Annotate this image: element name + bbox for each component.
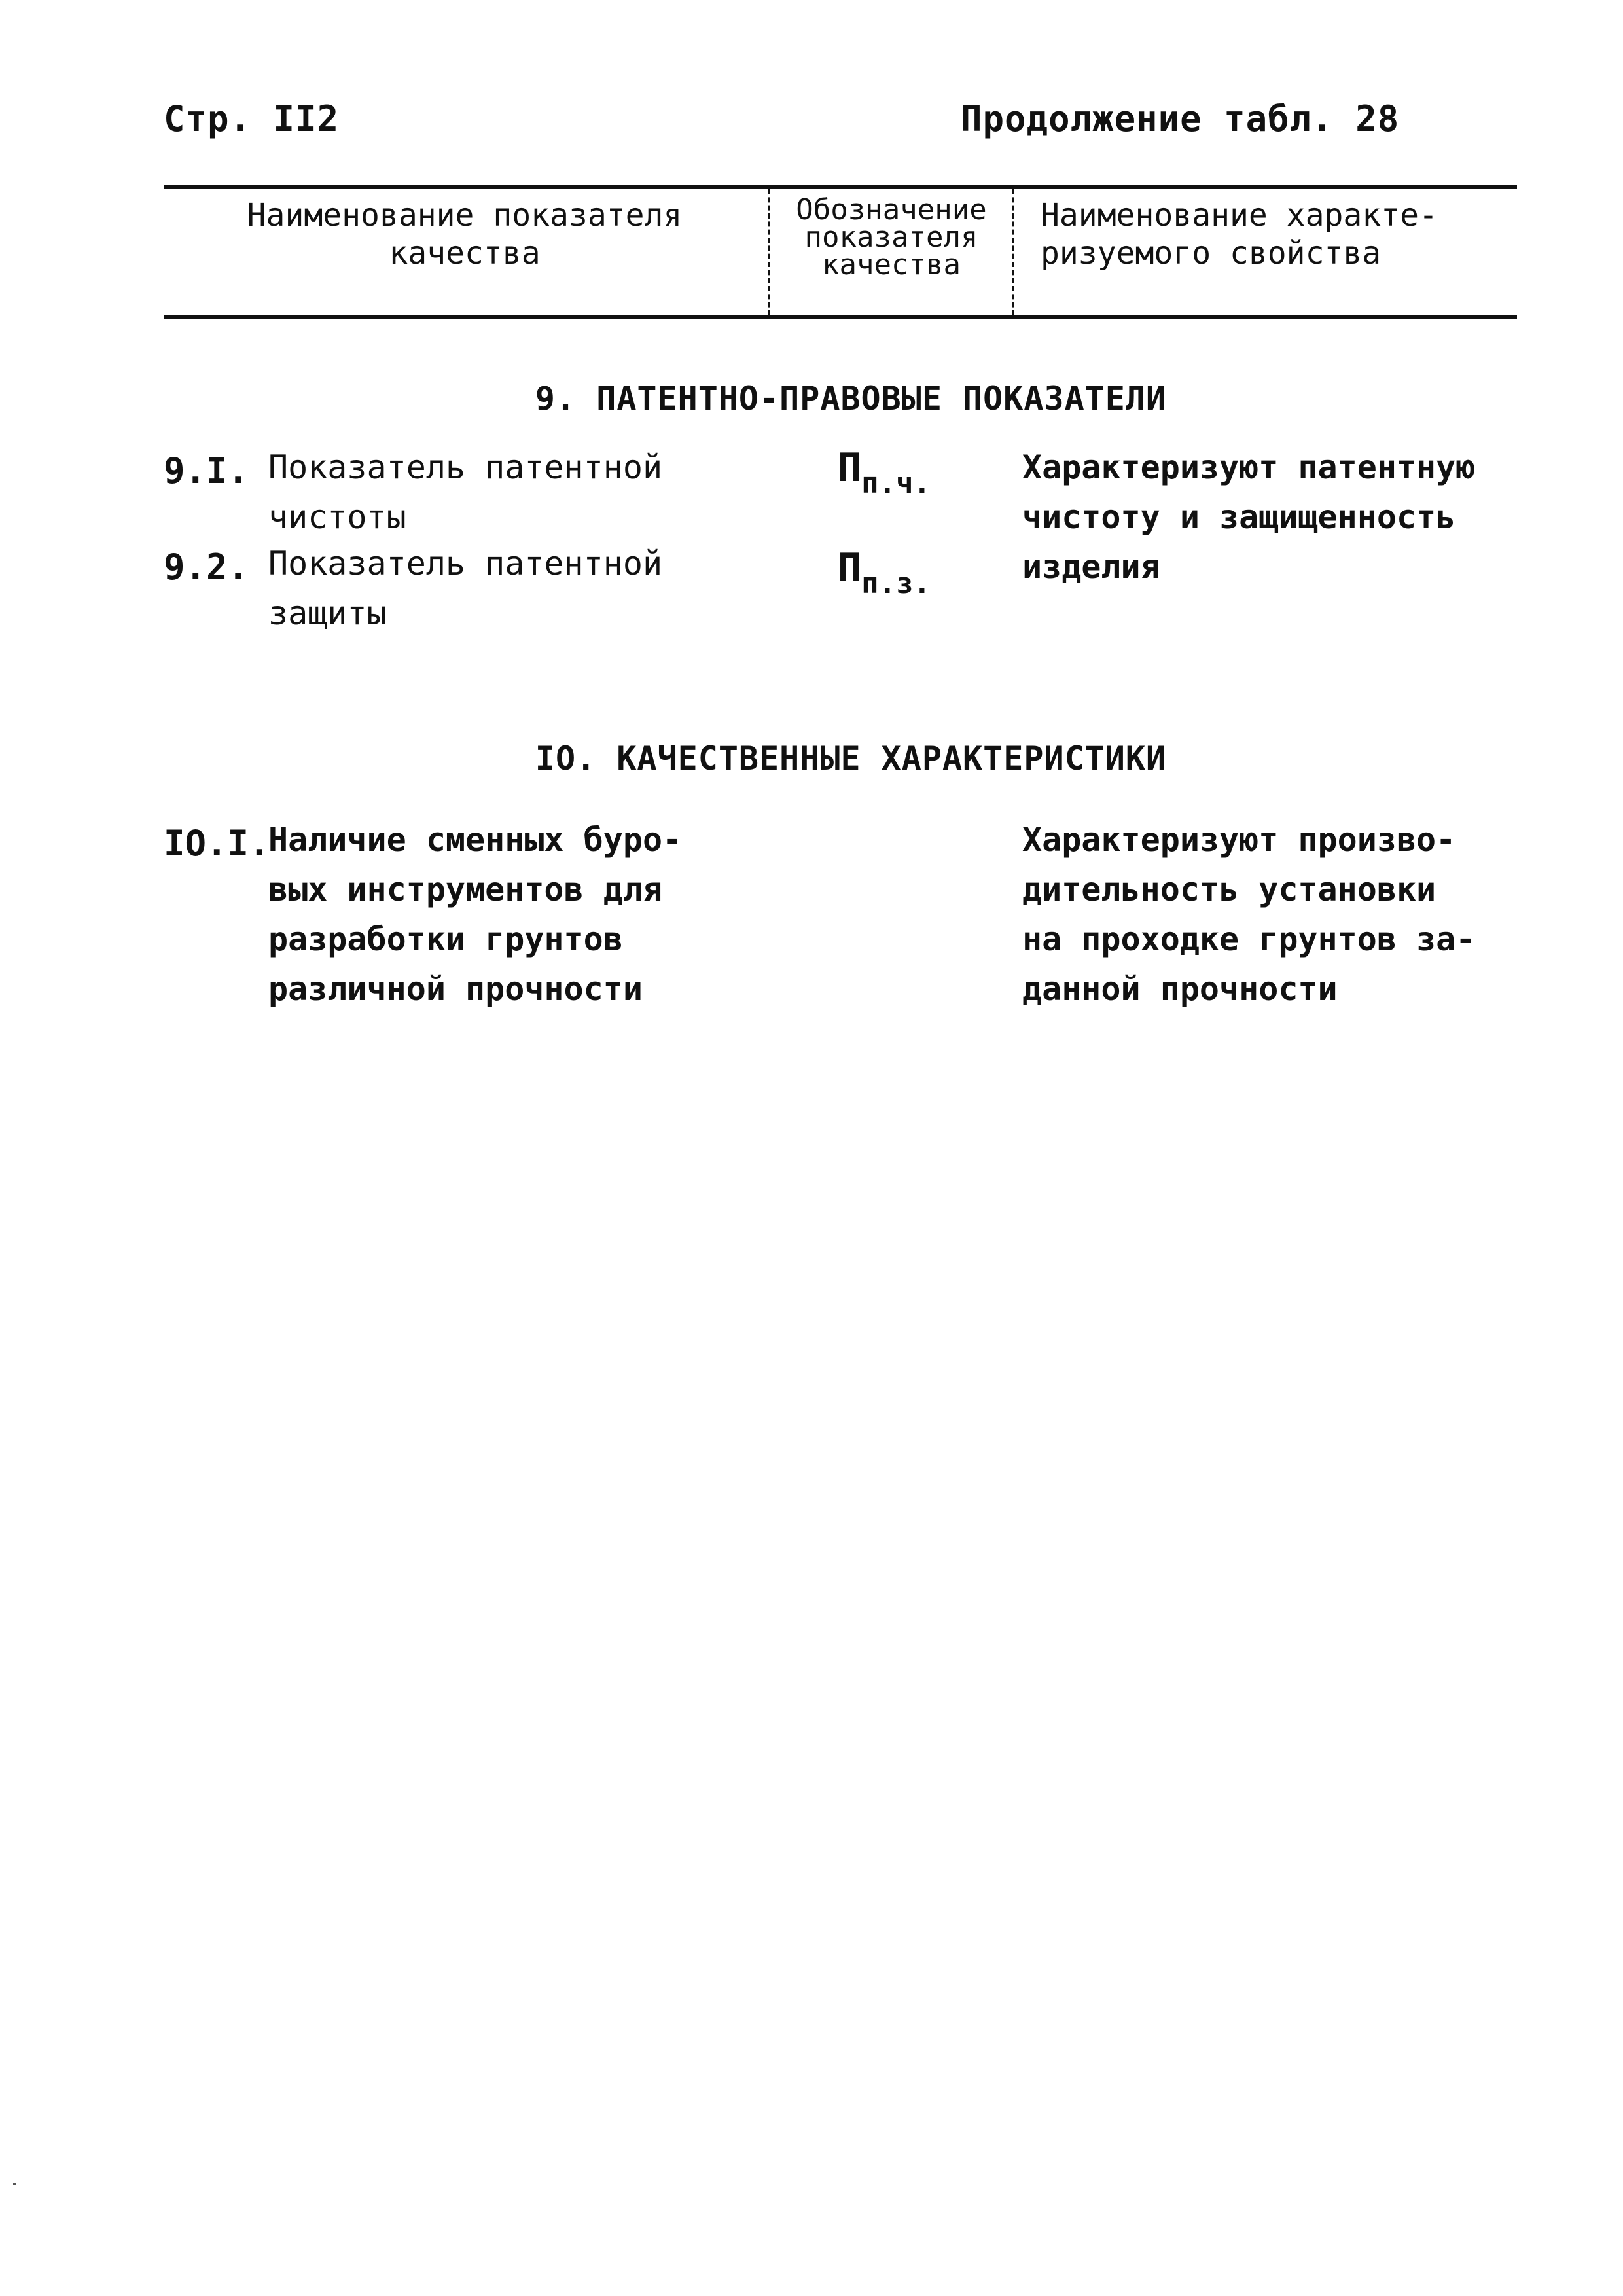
scan-speck: [13, 2183, 16, 2185]
row-number: 9.2.: [164, 547, 249, 588]
indicator-name: Показатель патентной чистоты: [268, 448, 663, 536]
section-title: 9. ПАТЕНТНО-ПРАВОВЫЕ ПОКАЗАТЕЛИ: [535, 380, 1167, 418]
indicator-symbol: [838, 545, 931, 600]
indicator-name: Наличие сменных буро- вых инструментов для разработки грунтов различной прочности: [268, 821, 683, 1008]
page-number: Стр. II2: [164, 98, 340, 139]
column-header-symbol: [774, 193, 1009, 281]
symbol-base: П: [838, 445, 862, 491]
symbol-base: П: [838, 545, 862, 591]
property-description: Характеризуют патентную чистоту и защищенность изделия: [1022, 448, 1476, 586]
column-divider: [1012, 189, 1014, 315]
indicator-name: Показатель патентной защиты: [268, 545, 663, 632]
symbol-subscript: п.з.: [861, 567, 931, 600]
column-divider: [768, 189, 770, 315]
column-header-property-text: Наименование характе- ризуемого свойства: [1041, 197, 1438, 272]
indicator-symbol: [838, 445, 931, 500]
section-title: IO. КАЧЕСТВЕННЫЕ ХАРАКТЕРИСТИКИ: [535, 740, 1167, 778]
table-top-rule: [164, 185, 1517, 189]
column-header-name: [170, 196, 759, 272]
table-header-bottom-rule: [164, 315, 1517, 319]
column-header-property: [1041, 196, 1512, 272]
table-continuation: Продолжение табл. 28: [961, 98, 1400, 139]
property-description: Характеризуют произво- дительность установки на проходке грунтов за- данной прочности: [1022, 821, 1476, 1008]
row-number: IO.I.: [164, 823, 270, 864]
column-header-symbol-text: Обозначение показателя качества: [796, 193, 987, 281]
symbol-subscript: п.ч.: [861, 467, 931, 500]
row-number: 9.I.: [164, 450, 249, 492]
column-header-name-text: Наименование показателя качества: [247, 197, 683, 272]
